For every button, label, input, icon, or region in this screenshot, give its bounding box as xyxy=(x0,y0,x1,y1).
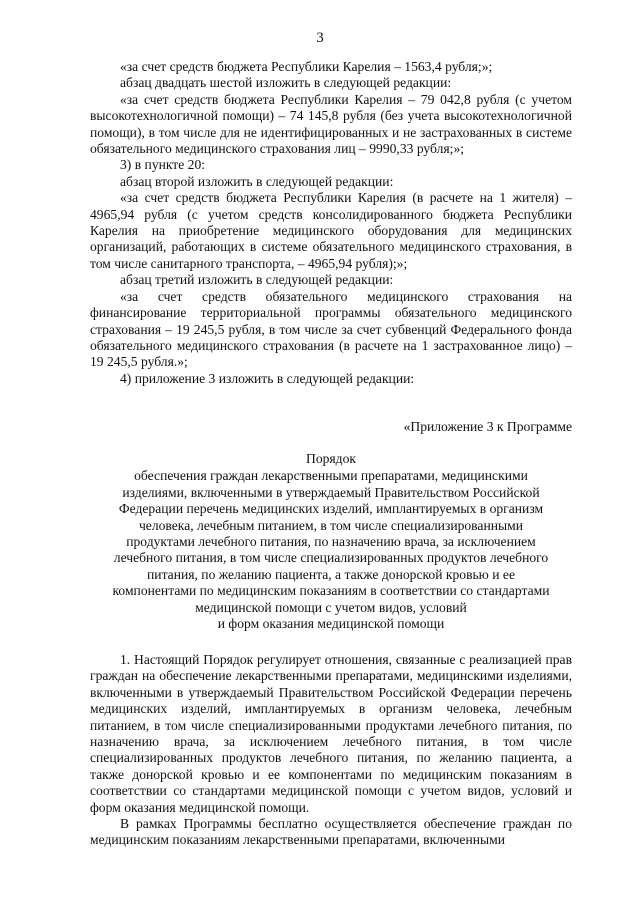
procedure-title xyxy=(90,451,572,632)
paragraph: 3) в пункте 20: xyxy=(120,157,206,173)
paragraph: абзац второй изложить в следующей редакции: xyxy=(120,173,394,189)
page-number: 3 xyxy=(316,30,324,46)
paragraph: 1. Настоящий Порядок регулирует отношения, связанные с реализацией прав граждан на обеспечение лекарственными препаратами, медицинскими изделиями, включенными в утверждаемый Правительством Российской Федерации перечень медицинских изделий, имплантируемых в организм человека, лечебным питанием, в том числе специализированными продуктами лечебного питания, по назначению врача, за исключением лечебного питания, в том числе специализированных продуктов лечебного питания, по желанию пациента, а также донорской кровью и ее компонентами по медицинским показаниям в соответствии со стандартами медицинской помощи с учетом видов, условий и форм оказания медицинской помощи. xyxy=(90,652,572,815)
title-line: продуктами лечебного питания, по назначению врача, за исключением xyxy=(126,534,536,550)
title-line: лечебного питания, в том числе специализированных продуктов лечебного xyxy=(113,550,549,566)
paragraph: «за счет средств бюджета Республики Карелия – 79 042,8 рубля (с учетом высокотехнологичной помощи) – 74 145,8 рубля (без учета высокотехнологичной помощи), в том числе для не идентифицированных и не застрахованных в системе обязательного медицинского страхования лиц – 9990,33 рубля;»; xyxy=(90,91,572,157)
amendment-text-block xyxy=(90,59,572,387)
title-heading: Порядок xyxy=(306,451,356,466)
paragraph: «за счет средств обязательного медицинского страхования на финансирование территориальной программы обязательного медицинского страхования – 19 245,5 рубля, в том числе за счет субвенций Федерального фонда обязательного медицинского страхования (в расчете на 1 застрахованное лицо) – 19 245,5 рубля.»; xyxy=(90,288,572,370)
title-line: медицинской помощи с учетом видов, условий xyxy=(195,599,467,615)
paragraph: «за счет средств бюджета Республики Карелия – 1563,4 рубля;»; xyxy=(120,59,493,74)
title-line: человека, лечебным питанием, в том числе специализированными xyxy=(138,517,524,533)
paragraph: 4) приложение 3 изложить в следующей редакции: xyxy=(120,370,415,386)
paragraph: «за счет средств бюджета Республики Карелия (в расчете на 1 жителя) – 4965,94 рубля (с учетом средств консолидированного бюджета Республики Карелия на приобретение медицинского оборудования для медицинских организаций, работающих в системе обязательного медицинского страхования, в том числе санитарного транспорта, – 4965,94 рубля);»; xyxy=(90,190,572,271)
title-line: Федерации перечень медицинских изделий, имплантируемых в организм xyxy=(118,501,544,517)
title-line: компонентами по медицинским показаниям в соответствии со стандартами xyxy=(112,583,550,599)
appendix-reference: «Приложение 3 к Программе xyxy=(403,419,572,434)
paragraph: В рамках Программы бесплатно осуществляется обеспечение граждан по медицинским показаниям лекарственными препаратами, включенными xyxy=(90,816,572,848)
title-line: и форм оказания медицинской помощи xyxy=(217,616,445,632)
paragraph: абзац третий изложить в следующей редакции: xyxy=(120,272,394,288)
title-line: изделиями, включенными в утверждаемый Правительством Российской xyxy=(122,484,540,500)
title-line: обеспечения граждан лекарственными препаратами, медицинскими xyxy=(134,468,528,484)
title-line: питания, по желанию пациента, а также донорской кровью и ее xyxy=(147,566,515,582)
procedure-text-block xyxy=(90,652,572,849)
paragraph: абзац двадцать шестой изложить в следующей редакции: xyxy=(120,75,452,91)
